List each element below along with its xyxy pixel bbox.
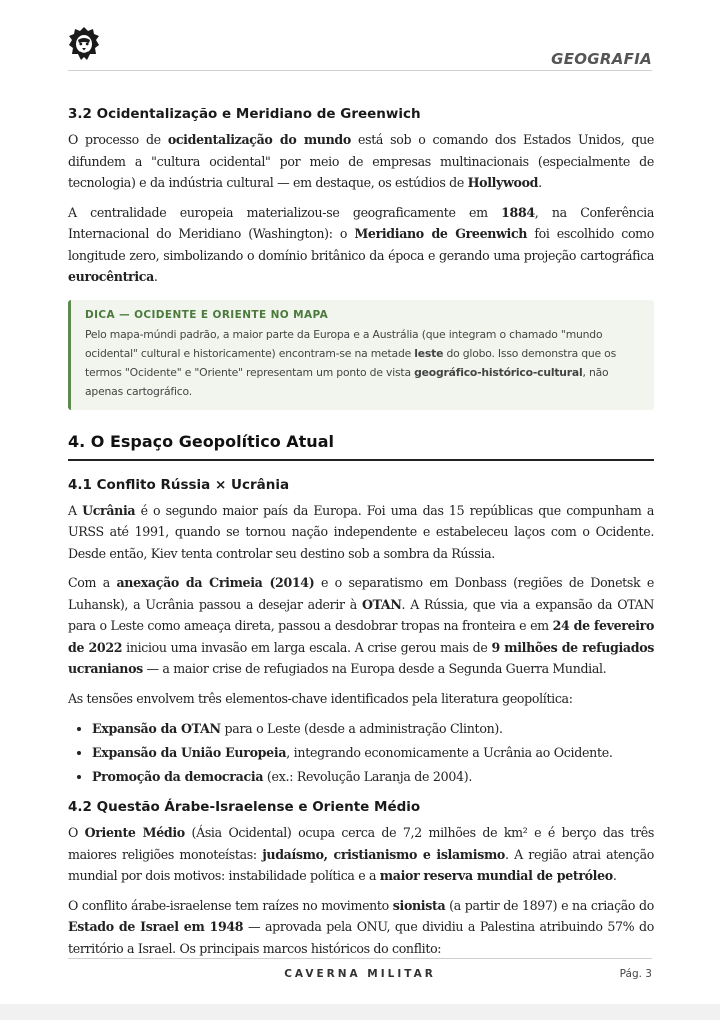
- text-run: e o separatismo em Donbass (regiões de Donetsk e Luhansk), a Ucrânia passou a desejar aderir à: [68, 575, 654, 612]
- text-run: (Ásia Ocidental) ocupa cerca de 7,2 milhões de km² e é berço das três maiores religiões monoteístas:: [68, 825, 654, 862]
- text-run: foi escolhido como longitude zero, simbolizando o domínio britânico da época e gerando uma projeção cartográfica: [68, 226, 655, 263]
- text-run: A: [68, 502, 83, 518]
- page-footer: [68, 958, 652, 999]
- emphasis: Estado de Israel em 1948: [68, 919, 244, 934]
- text-run: é o segundo maior país da Europa. Foi uma das 15 repúblicas que compunham a URSS até 1991, quando se tornou nação independente e estabeleceu laços com o Ocidente. Desde então, Kiev tenta controlar seu destino sob a sombra da Rússia.: [68, 502, 654, 561]
- section-heading-4: 4. O Espaço Geopolítico Atual: [68, 432, 654, 461]
- text-run: . A Rússia, que via a expansão da OTAN para o Leste como ameaça direta, passou a desdobrar tropas na fronteira e em: [68, 596, 654, 633]
- bullet-list: [68, 717, 654, 789]
- text-run: , integrando economicamente a Ucrânia ao Ocidente.: [286, 745, 613, 760]
- text-run: Com a: [68, 575, 117, 590]
- text-run: O processo de: [68, 132, 168, 147]
- emphasis: anexação da Crimeia (2014): [116, 575, 315, 590]
- text-run: (a partir de 1897) e na criação do: [445, 897, 655, 913]
- emphasis: Oriente Médio: [84, 825, 185, 840]
- text-run: A centralidade europeia materializou-se geograficamente em: [68, 204, 502, 220]
- page-number: Pág. 3: [619, 968, 652, 980]
- paragraph: [68, 202, 654, 288]
- text-run: . A região atrai atenção mundial por dois motivos: instabilidade política e a: [68, 846, 654, 883]
- list-item: [92, 741, 654, 765]
- text-run: está sob o comando dos Estados Unidos, que difundem a "cultura ocidental" por meio de empresas multinacionais (especialmente de tecnologia) e da indústria cultural — em destaque, os estúdios de: [68, 132, 654, 190]
- subject-title: GEOGRAFIA: [551, 50, 652, 68]
- emphasis: Hollywood: [467, 175, 539, 190]
- emphasis: OTAN: [361, 596, 402, 612]
- section-heading-3-2: 3.2 Ocidentalização e Meridiano de Greenwich: [68, 106, 421, 122]
- emphasis: Expansão da OTAN: [92, 721, 221, 736]
- text-run: .: [612, 868, 617, 883]
- text-run: (ex.: Revolução Laranja de 2004).: [263, 769, 473, 784]
- text-run: — a maior crise de refugiados na Europa desde a Segunda Guerra Mundial.: [142, 661, 607, 676]
- text-run: O: [68, 825, 85, 840]
- section-heading-4-2: 4.2 Questão Árabe-Israelense e Oriente Médio: [68, 799, 421, 815]
- emphasis: 24 de fevereiro de 2022: [68, 618, 654, 655]
- text-run: para o Leste (desde a administração Clinton).: [220, 721, 503, 736]
- emphasis: judaísmo, cristianismo e islamismo: [262, 846, 505, 862]
- emphasis: maior reserva mundial de petróleo: [379, 868, 613, 883]
- emphasis: Meridiano de Greenwich: [354, 226, 528, 241]
- text-run: Pelo mapa-múndi padrão, a maior parte da Europa e a Austrália (que integram o chamado "mundo ocidental" cultural e historicamente) encontram-se na metade: [85, 327, 603, 360]
- text-run: — aprovada pela ONU, que dividiu a Palestina atribuindo 57% do território a Israel. Os principais marcos históricos do conflito:: [68, 919, 654, 956]
- tip-title: DICA — OCIDENTE E ORIENTE NO MAPA: [85, 308, 329, 321]
- text-run: , não apenas cartográfico.: [85, 365, 609, 398]
- paragraph: [68, 572, 654, 680]
- lion-head-icon: [68, 26, 100, 62]
- emphasis: Promoção da democracia: [92, 769, 264, 784]
- paragraph: [68, 895, 654, 960]
- text-run: iniciou uma invasão em larga escala. A crise gerou mais de: [122, 639, 492, 655]
- emphasis: Expansão da União Europeia: [92, 745, 287, 760]
- footer-brand: CAVERNA MILITAR: [284, 968, 436, 980]
- page-content: [68, 106, 654, 967]
- paragraph: [68, 129, 654, 194]
- section-heading-4-1: 4.1 Conflito Rússia × Ucrânia: [68, 476, 290, 493]
- page-header: [68, 24, 652, 71]
- paragraph: [68, 500, 654, 565]
- emphasis: 9 milhões de refugiados ucranianos: [68, 639, 654, 676]
- emphasis: ocidentalização do mundo: [167, 132, 351, 147]
- emphasis: leste: [414, 346, 444, 360]
- text-run: .: [153, 269, 158, 284]
- text-run: do globo. Isso demonstra que os termos "Ocidente" e "Oriente" representam um ponto de vista: [85, 346, 617, 379]
- paragraph: [68, 688, 654, 710]
- text-run: .: [538, 175, 542, 190]
- emphasis: geográfico-histórico-cultural: [414, 365, 583, 379]
- text-run: O conflito árabe-israelense tem raízes no movimento: [68, 897, 393, 913]
- paragraph: [68, 822, 654, 887]
- tip-box: [68, 300, 654, 410]
- list-item: [92, 717, 654, 741]
- list-item: [92, 765, 654, 789]
- text-run: , na Conferência Internacional do Meridiano (Washington): o: [68, 204, 654, 241]
- emphasis: 1884: [501, 204, 535, 220]
- emphasis: eurocêntrica: [68, 269, 154, 284]
- emphasis: sionista: [392, 897, 446, 913]
- text-run: As tensões envolvem três elementos-chave identificados pela literatura geopolítica:: [68, 690, 573, 706]
- emphasis: Ucrânia: [82, 502, 136, 518]
- page-bottom-band: [0, 1004, 720, 1020]
- tip-text: [85, 325, 642, 401]
